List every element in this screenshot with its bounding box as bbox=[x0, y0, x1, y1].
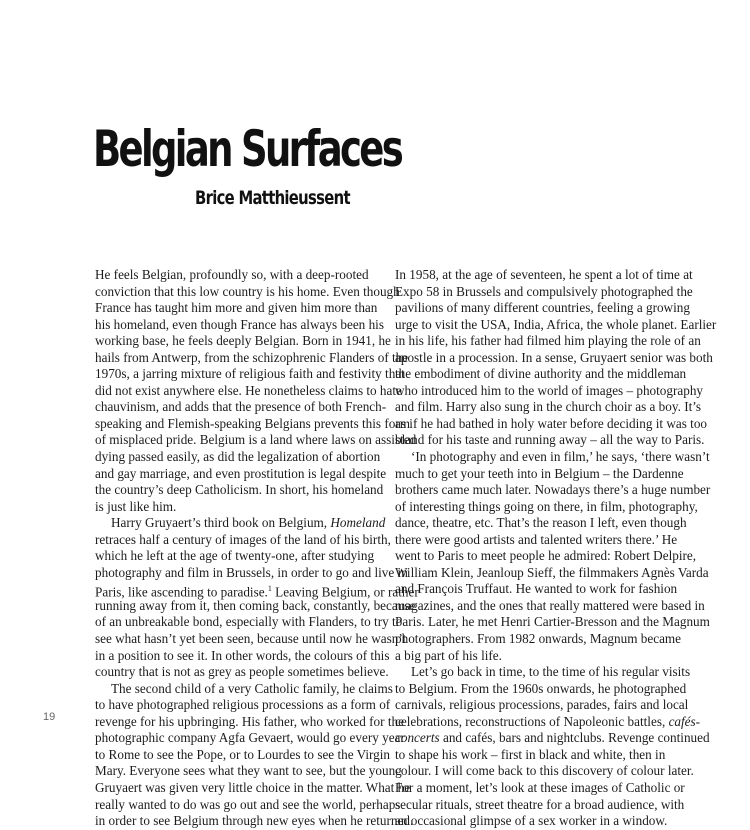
text-line bbox=[95, 333, 391, 350]
footnote-marker[interactable]: 1 bbox=[267, 584, 272, 594]
text-line bbox=[95, 813, 414, 830]
line-text: see what hasn’t yet been seen, because until now he wasn’t bbox=[95, 631, 407, 647]
line-text: secular rituals, street theatre for a broad audience, with bbox=[395, 796, 685, 812]
line-text: working base, he feels deeply Belgian. Born in 1941, he bbox=[95, 333, 391, 349]
text-line bbox=[395, 780, 685, 797]
text-line bbox=[95, 564, 408, 582]
line-text: of misplaced pride. Belgium is a land where laws on assisted bbox=[95, 432, 417, 448]
text-line bbox=[395, 532, 685, 549]
line-text: France has taught him more and given him more than bbox=[95, 300, 378, 316]
line-text: as if he had bathed in holy water before deciding it was too bbox=[395, 415, 708, 431]
line-text: much to get your teeth into in Belgium – the Dardenne bbox=[395, 465, 684, 481]
text-line bbox=[395, 316, 717, 334]
text-line bbox=[95, 779, 411, 797]
text-line bbox=[95, 515, 385, 532]
text-line bbox=[95, 382, 402, 400]
line-text: colour. I will come back to this discovery of colour later. bbox=[395, 763, 694, 779]
line-text: who introduced him to the world of images – photography bbox=[395, 382, 704, 398]
line-text: In 1958, at the age of seventeen, he spent a lot of time at bbox=[395, 267, 693, 282]
text-line bbox=[395, 763, 694, 780]
text-line bbox=[395, 581, 685, 598]
line-text: Paris. Later, he met Henri Cartier-Bresson and the Magnum bbox=[395, 614, 710, 630]
line-text: The second child of a very Catholic family, he claims bbox=[111, 680, 393, 696]
line-text: is just like him. bbox=[95, 498, 177, 514]
line-text: country that is not as grey as people sometimes believe. bbox=[95, 664, 389, 680]
text-line bbox=[395, 747, 685, 764]
text-column-right bbox=[395, 267, 717, 830]
text-line bbox=[395, 597, 705, 615]
line-text: a big part of his life. bbox=[395, 647, 502, 663]
line-text: Expo 58 in Brussels and compulsively photographed the bbox=[395, 283, 693, 299]
line-text: the embodiment of divine authority and the middleman bbox=[395, 366, 687, 382]
line-text: dying passed easily, as did the legalization of abortion bbox=[95, 449, 381, 465]
line-text: of interesting things going on there, in film, photography, bbox=[395, 498, 698, 514]
text-line bbox=[395, 614, 710, 631]
line-text: brothers came much later. Nowadays there’s a huge number bbox=[395, 482, 711, 498]
text-line bbox=[95, 366, 405, 383]
text-line bbox=[95, 466, 385, 483]
line-text-continued: Leaving Belgium, or rather bbox=[271, 584, 419, 600]
text-line bbox=[95, 482, 385, 499]
line-text: pavilions of many different countries, feeling a growing bbox=[395, 300, 690, 316]
text-line bbox=[95, 349, 409, 367]
text-line bbox=[95, 267, 385, 284]
text-line bbox=[95, 415, 410, 433]
line-text: running away from it, then coming back, constantly, because bbox=[95, 597, 416, 613]
line-text: bland for his taste and running away – all the way to Paris. bbox=[395, 432, 705, 448]
text-line bbox=[95, 680, 393, 698]
text-line bbox=[95, 499, 385, 516]
line-text: magazines, and the ones that really mattered were based in bbox=[395, 597, 705, 613]
text-line bbox=[395, 300, 690, 317]
line-text-continued: and cafés, bars and nightclubs. Revenge continued bbox=[439, 730, 710, 746]
text-line bbox=[395, 648, 685, 665]
line-text: Mary. Everyone sees what they want to see, but the young bbox=[95, 763, 402, 779]
line-text: in order to see Belgium through new eyes when he returned. bbox=[95, 813, 414, 829]
text-line bbox=[395, 382, 704, 400]
line-text: photographic company Agfa Gevaert, would go every year bbox=[95, 730, 405, 746]
line-text: an occasional glimpse of a sex worker in a window. bbox=[395, 813, 668, 829]
line-text: and film. Harry also sung in the church choir as a boy. It’s bbox=[395, 399, 702, 415]
line-text: and gay marriage, and even prostitution is legal despite bbox=[95, 465, 387, 481]
line-text: really wanted to do was go out and see the world, perhaps bbox=[95, 796, 401, 812]
line-text: urge to visit the USA, India, Africa, the whole planet. Earlier bbox=[395, 316, 717, 332]
text-line bbox=[395, 482, 711, 499]
line-text: chauvinism, and adds that the presence of both French- bbox=[95, 399, 387, 415]
text-line bbox=[395, 697, 689, 714]
line-text: speaking and Flemish-speaking Belgians prevents this form bbox=[95, 415, 410, 431]
text-line bbox=[395, 515, 685, 532]
line-text: to shape his work – first in black and white, then in bbox=[395, 746, 666, 762]
line-text: did not exist anywhere else. He nonetheless claims to hate bbox=[95, 382, 402, 398]
text-line bbox=[395, 349, 713, 367]
line-text: carnivals, religious processions, parades, fairs and local bbox=[395, 697, 689, 713]
text-line bbox=[395, 283, 693, 301]
text-line bbox=[395, 713, 701, 731]
text-line bbox=[395, 564, 709, 582]
page-number: 19 bbox=[43, 711, 56, 723]
text-line bbox=[95, 432, 417, 449]
line-text: Let’s go back in time, to the time of his regular visits bbox=[411, 664, 691, 680]
text-line bbox=[395, 664, 691, 681]
text-line bbox=[95, 664, 389, 681]
text-line bbox=[395, 333, 701, 350]
text-line bbox=[95, 647, 390, 665]
text-line bbox=[95, 713, 404, 731]
line-text: William Klein, Jeanloup Sieff, the filmmakers Agnès Varda bbox=[395, 564, 709, 580]
line-text: Gruyaert was given very little choice in the matter. What he bbox=[95, 779, 411, 795]
text-line bbox=[395, 267, 693, 284]
line-text: the country’s deep Catholicism. In short, his homeland bbox=[95, 482, 384, 498]
line-text: in a position to see it. In other words, the colours of this bbox=[95, 647, 390, 663]
text-line bbox=[95, 746, 391, 764]
line-text: his homeland, even though France has always been his bbox=[95, 316, 384, 332]
italic-text: cafés- bbox=[668, 713, 701, 729]
line-text: 1970s, a jarring mixture of religious faith and festivity that bbox=[95, 366, 405, 382]
line-text: in his life, his father had filmed him playing the role of an bbox=[395, 333, 701, 349]
line-text: revenge for his upbringing. His father, who worked for the bbox=[95, 713, 404, 729]
text-line bbox=[95, 597, 416, 615]
essay-title: Belgian Surfaces bbox=[93, 120, 402, 178]
text-line bbox=[395, 466, 685, 483]
italic-text: concerts bbox=[395, 730, 440, 746]
text-line bbox=[95, 548, 385, 565]
line-text: photography and film in Brussels, in order to go and live in bbox=[95, 564, 408, 580]
text-line bbox=[395, 449, 710, 466]
line-text: dance, theatre, etc. That’s the reason I left, even though bbox=[395, 515, 687, 531]
line-text: went to Paris to meet people he admired: Robert Delpire, bbox=[395, 548, 697, 564]
text-line bbox=[395, 366, 685, 383]
text-line bbox=[95, 531, 391, 549]
line-text: conviction that this low country is his home. Even though bbox=[95, 283, 400, 299]
text-line bbox=[395, 498, 698, 516]
text-line bbox=[95, 631, 407, 648]
text-line bbox=[395, 399, 702, 416]
line-text: Paris, like ascending to paradise. bbox=[95, 584, 268, 600]
text-line bbox=[95, 317, 385, 334]
text-line bbox=[95, 581, 419, 600]
line-text: celebrations, reconstructions of Napoleonic battles, bbox=[395, 713, 666, 729]
text-line bbox=[395, 813, 685, 830]
text-line bbox=[95, 399, 385, 416]
line-text: there were good artists and talented writers there.’ He bbox=[395, 531, 678, 547]
line-text: retraces half a century of images of the land of his birth, bbox=[95, 531, 391, 547]
line-text: He feels Belgian, profoundly so, with a deep-rooted bbox=[95, 267, 369, 282]
line-text: to Belgium. From the 1960s onwards, he photographed bbox=[395, 680, 687, 696]
text-line bbox=[95, 283, 400, 301]
text-line bbox=[395, 730, 710, 747]
line-text: For a moment, let’s look at these images of Catholic or bbox=[395, 779, 685, 795]
author-name: Brice Matthieussent bbox=[195, 187, 350, 209]
line-text: Harry Gruyaert’s third book on Belgium, bbox=[111, 515, 328, 531]
line-text: photographers. From 1982 onwards, Magnum became bbox=[395, 631, 682, 647]
text-line bbox=[95, 730, 405, 747]
line-text: which he left at the age of twenty-one, after studying bbox=[95, 548, 375, 564]
italic-text: Homeland bbox=[330, 515, 386, 531]
text-line bbox=[395, 797, 685, 814]
line-text: to have photographed religious processions as a form of bbox=[95, 697, 391, 713]
text-line bbox=[95, 796, 401, 814]
line-text: ‘In photography and even in film,’ he says, ‘there wasn’t bbox=[411, 449, 710, 465]
text-line bbox=[95, 449, 385, 466]
line-text: to Rome to see the Pope, or to Lourdes to see the Virgin bbox=[95, 746, 391, 762]
line-text: of an unbreakable bond, especially with Flanders, to try to bbox=[95, 614, 403, 630]
text-line bbox=[95, 614, 403, 631]
line-text: hails from Antwerp, from the schizophrenic Flanders of the bbox=[95, 349, 409, 365]
text-line bbox=[95, 300, 385, 317]
text-line bbox=[395, 415, 708, 433]
text-line bbox=[395, 548, 697, 565]
line-text: and François Truffaut. He wanted to work for fashion bbox=[395, 581, 678, 597]
text-line bbox=[95, 697, 391, 714]
text-line bbox=[95, 763, 402, 780]
line-text: apostle in a procession. In a sense, Gruyaert senior was both bbox=[395, 349, 713, 365]
text-line bbox=[395, 432, 705, 449]
text-line bbox=[395, 681, 685, 698]
text-line bbox=[395, 631, 685, 648]
